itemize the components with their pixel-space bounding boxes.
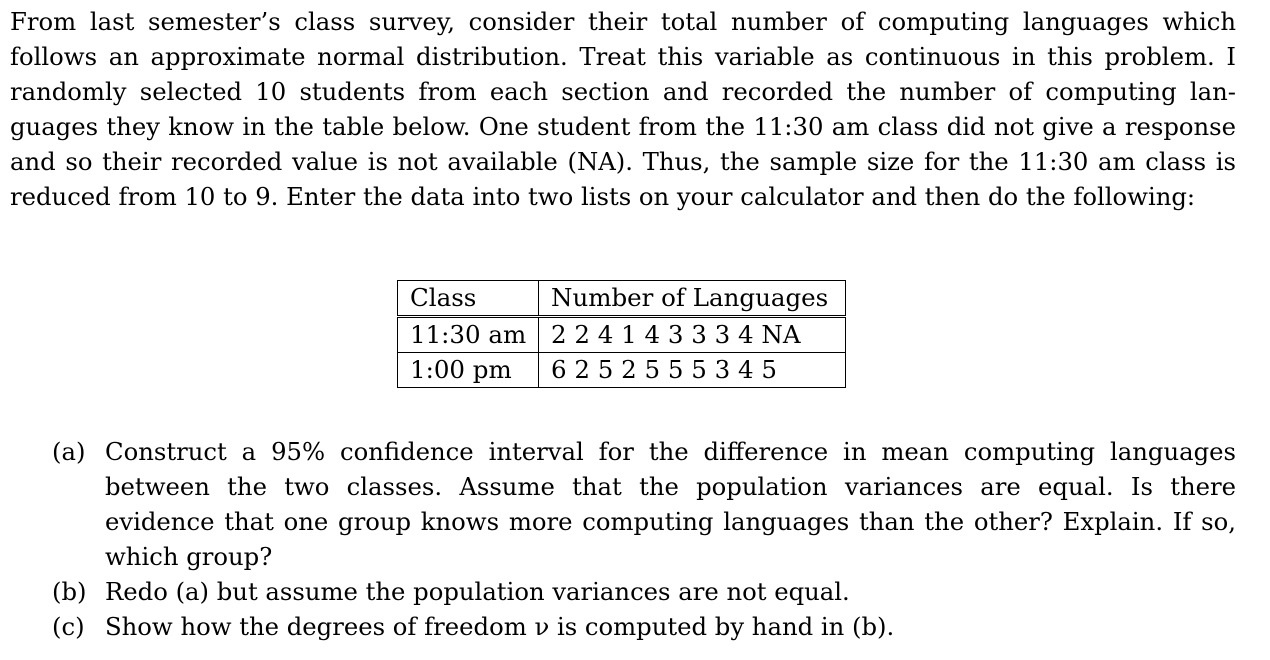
table-header-class: Class [398,281,539,317]
table-row [398,317,846,353]
table-cell-values: 2 2 4 1 4 3 3 3 4 NA [539,317,846,353]
question-text: Construct a 95% confidence interval for the difference in mean computing languages between the two classes. Assume that the population variances are equal. Is there evidence that one group knows more computing languages than the other? Explain. If so, which group? [105,437,1236,571]
intro-paragraph: From last semester’s class survey, consider their total number of computing languages which follows an approximate normal distribution. Treat this variable as continuous in this problem. I randomly selected 10 students from each section and recorded the number of computing languages they know in the table below. One student from the 11:30 am class did not give a response and so their recorded value is not available (NA). Thus, the sample size for the 11:30 am class is reduced from 10 to 9. Enter the data into two lists on your calculator and then do the following: [10,7,1236,211]
question-marker: (b) [52,577,87,606]
question-item [52,574,1236,609]
question-text: Show how the degrees of freedom ν is computed by hand in (b). [105,612,895,641]
data-table [397,280,846,388]
table-header-languages: Number of Languages [539,281,846,317]
question-text: Redo (a) but assume the population variances are not equal. [105,577,850,606]
question-marker: (c) [52,612,85,641]
table-header-row [398,281,846,317]
question-marker: (a) [52,437,86,466]
question-list [52,434,1236,644]
question-item [52,434,1236,574]
table-row [398,353,846,388]
table-cell-class: 11:30 am [398,317,539,353]
question-item [52,609,1236,644]
table-cell-values: 6 2 5 2 5 5 5 3 4 5 [539,353,846,388]
table-cell-class: 1:00 pm [398,353,539,388]
